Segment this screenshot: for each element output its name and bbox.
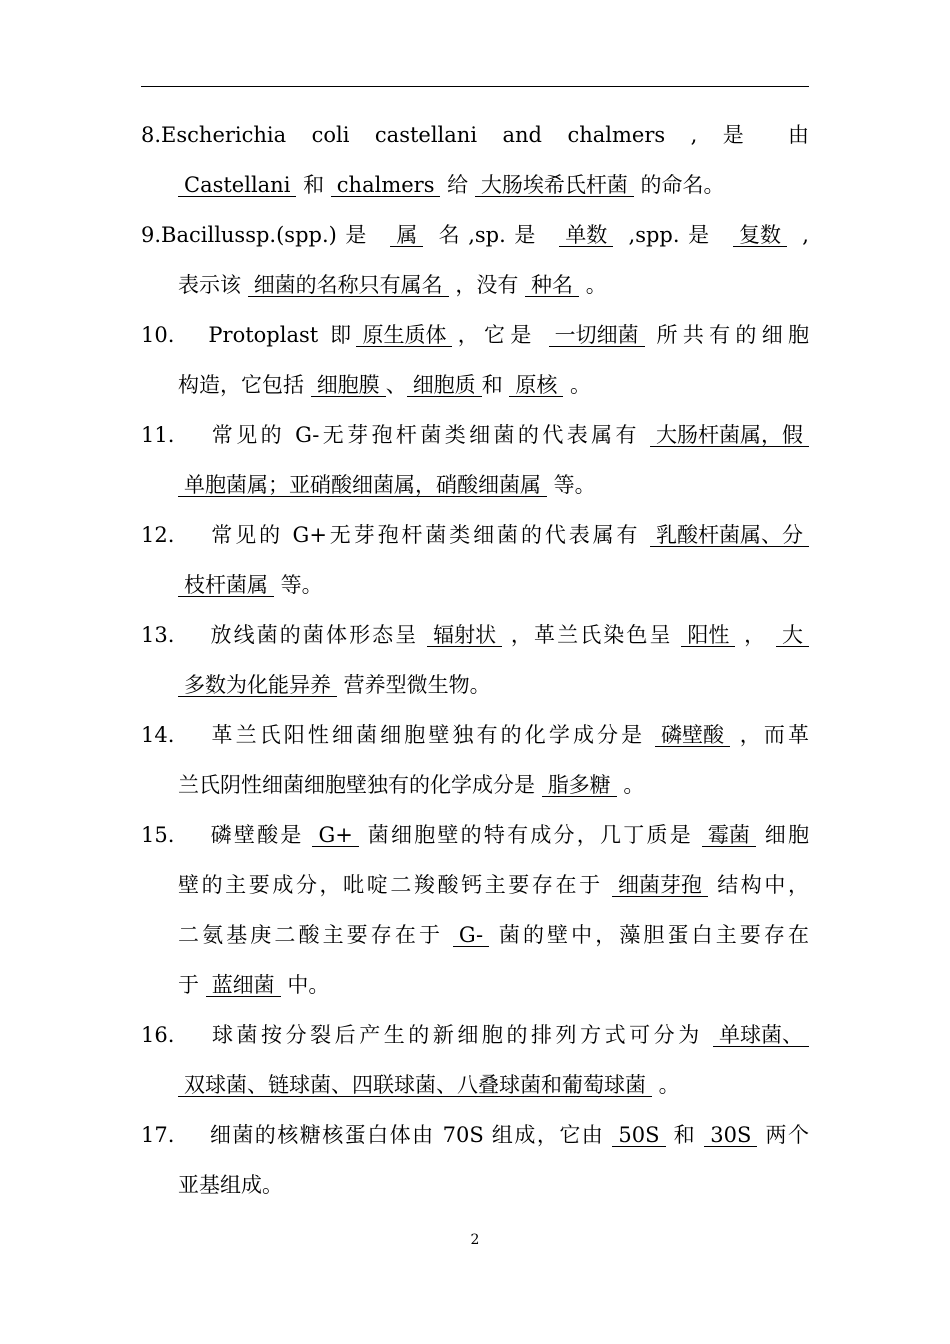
text-line (141, 160, 809, 210)
item-number: 8. (141, 123, 162, 147)
question-text: 放线菌的菌体形态呈 (208, 623, 428, 647)
text-line (141, 1060, 809, 1110)
question-text: 细胞 (755, 823, 809, 847)
fill-in-answer: 单球菌、 (713, 1024, 809, 1047)
item-number: 16. (141, 1023, 175, 1047)
item-number: 11. (141, 423, 175, 447)
question-text: 营养型微生物。 (337, 673, 491, 697)
fill-in-answer: 大 (776, 624, 809, 647)
list-item (141, 810, 809, 1010)
fill-in-answer: 原核 (509, 374, 563, 397)
fill-in-answer: 多数为化能异养 (178, 674, 337, 697)
question-text: 革兰氏阳性细菌细胞壁独有的化学成分是 (208, 723, 656, 747)
fill-in-answer: 50S (612, 1124, 665, 1147)
header-rule (141, 86, 809, 87)
list-item (141, 410, 809, 510)
list-item (141, 110, 809, 210)
item-number: 12. (141, 523, 175, 547)
question-text: 两个 (757, 1123, 809, 1147)
question-text: 。 (652, 1073, 680, 1097)
page-number: 2 (470, 1232, 480, 1248)
question-text: 。 (579, 273, 607, 297)
text-line (141, 510, 809, 560)
question-text: 兰氏阴性细菌细胞壁独有的化学成分是 (178, 773, 542, 797)
question-text: 等。 (274, 573, 323, 597)
text-line (141, 410, 809, 460)
text-line (141, 860, 809, 910)
fill-in-answer: 属 (390, 224, 423, 247)
question-text: 名,sp.是 (423, 223, 560, 247)
fill-in-answer: 阳性 (681, 624, 735, 647)
question-text: ,spp.是 (613, 223, 734, 247)
text-line (141, 210, 809, 260)
question-text: ，它是 (452, 323, 549, 347)
question-text: ， (735, 623, 776, 647)
fill-in-answer: 枝杆菌属 (178, 574, 274, 597)
question-text: 给 (440, 173, 475, 197)
question-text: 和 (296, 173, 331, 197)
list-item (141, 1110, 809, 1210)
question-text: Bacillussp.(spp.)是 (161, 223, 391, 247)
item-number: 14. (141, 723, 175, 747)
text-line (141, 560, 809, 610)
question-text: 、 (385, 373, 407, 397)
question-text: 中。 (280, 973, 330, 997)
question-text: 亚基组成。 (178, 1173, 283, 1197)
question-text: , (787, 223, 809, 247)
fill-in-answer: 辐射状 (427, 624, 502, 647)
fill-in-answer: 细菌的名称只有属名 (248, 274, 449, 297)
list-item (141, 1010, 809, 1110)
fill-in-answer: 大肠埃希氏杆菌 (475, 174, 634, 197)
list-item (141, 710, 809, 810)
text-line (141, 810, 809, 860)
fill-in-answer: 细菌芽孢 (612, 874, 708, 897)
question-text: 菌的壁中，藻胆蛋白主要存在 (489, 923, 809, 947)
fill-in-answer: Castellani (178, 174, 296, 197)
fill-in-answer: 双球菌、链球菌、四联球菌、八叠球菌和葡萄球菌 (178, 1074, 652, 1097)
question-text: ，革兰氏染色呈 (502, 623, 682, 647)
text-line (141, 710, 809, 760)
fill-in-answer: 磷壁酸 (655, 724, 730, 747)
fill-in-answer: 复数 (733, 224, 787, 247)
question-text: 球菌按分裂后产生的新细胞的排列方式可分为 (208, 1023, 713, 1047)
text-line (141, 660, 809, 710)
fill-in-answer: 一切细菌 (549, 324, 645, 347)
item-number: 9. (141, 223, 162, 247)
text-line (141, 910, 809, 960)
fill-in-answer: 大肠杆菌属，假 (650, 424, 809, 447)
question-text: 表示该 (178, 273, 248, 297)
question-text: 。 (563, 373, 592, 397)
question-text: 所共有的细胞 (644, 323, 809, 347)
fill-in-answer: 单胞菌属；亚硝酸细菌属，硝酸细菌属 (178, 474, 547, 497)
question-text: 菌细胞壁的特有成分，几丁质是 (358, 823, 702, 847)
question-text: Protoplast 即 (208, 323, 357, 347)
list-item (141, 210, 809, 310)
text-line (141, 1160, 809, 1210)
text-line (141, 960, 809, 1010)
question-text: ，而革 (730, 723, 809, 747)
item-number: 13. (141, 623, 175, 647)
question-text: 等。 (547, 473, 596, 497)
question-text: 和 (481, 373, 510, 397)
question-text: 。 (616, 773, 645, 797)
text-line (141, 310, 809, 360)
text-line (141, 110, 809, 160)
fill-in-answer: G- (453, 924, 489, 947)
item-number: 17. (141, 1123, 175, 1147)
fill-in-answer: 蓝细菌 (206, 974, 281, 997)
text-line (141, 460, 809, 510)
text-line (141, 1010, 809, 1060)
fill-in-answer: 脂多糖 (542, 774, 617, 797)
question-text: 结构中， (707, 873, 809, 897)
text-line (141, 610, 809, 660)
list-item (141, 510, 809, 610)
fill-in-answer: 种名 (525, 274, 579, 297)
document-body (141, 110, 809, 1210)
fill-in-answer: G+ (312, 824, 358, 847)
question-text: 和 (665, 1123, 705, 1147)
text-line (141, 1110, 809, 1160)
question-text: 构造，它包括 (178, 373, 311, 397)
question-text: 于 (178, 973, 206, 997)
question-text: 二氨基庚二酸主要存在于 (178, 923, 453, 947)
question-text: 常见的 G+无芽孢杆菌类细菌的代表属有 (208, 523, 650, 547)
question-text: 壁的主要成分，吡啶二羧酸钙主要存在于 (178, 873, 612, 897)
question-text: ，没有 (448, 273, 526, 297)
fill-in-answer: 单数 (559, 224, 613, 247)
item-number: 10. (141, 323, 175, 347)
list-item (141, 610, 809, 710)
fill-in-answer: chalmers (331, 174, 441, 197)
question-text: 细菌的核糖核蛋白体由 70S 组成，它由 (208, 1123, 613, 1147)
list-item (141, 310, 809, 410)
text-line (141, 360, 809, 410)
text-line (141, 260, 809, 310)
fill-in-answer: 30S (704, 1124, 757, 1147)
question-text: 的命名。 (633, 173, 725, 197)
question-text: Escherichia coli castellani and chalmers , 是 由 (161, 123, 809, 147)
question-text: 常见的 G-无芽孢杆菌类细菌的代表属有 (208, 423, 650, 447)
fill-in-answer: 细胞质 (407, 374, 482, 397)
question-text: 磷壁酸是 (208, 823, 313, 847)
text-line (141, 760, 809, 810)
fill-in-answer: 霉菌 (702, 824, 756, 847)
fill-in-answer: 原生质体 (356, 324, 452, 347)
item-number: 15. (141, 823, 175, 847)
fill-in-answer: 乳酸杆菌属、分 (650, 524, 809, 547)
fill-in-answer: 细胞膜 (311, 374, 386, 397)
